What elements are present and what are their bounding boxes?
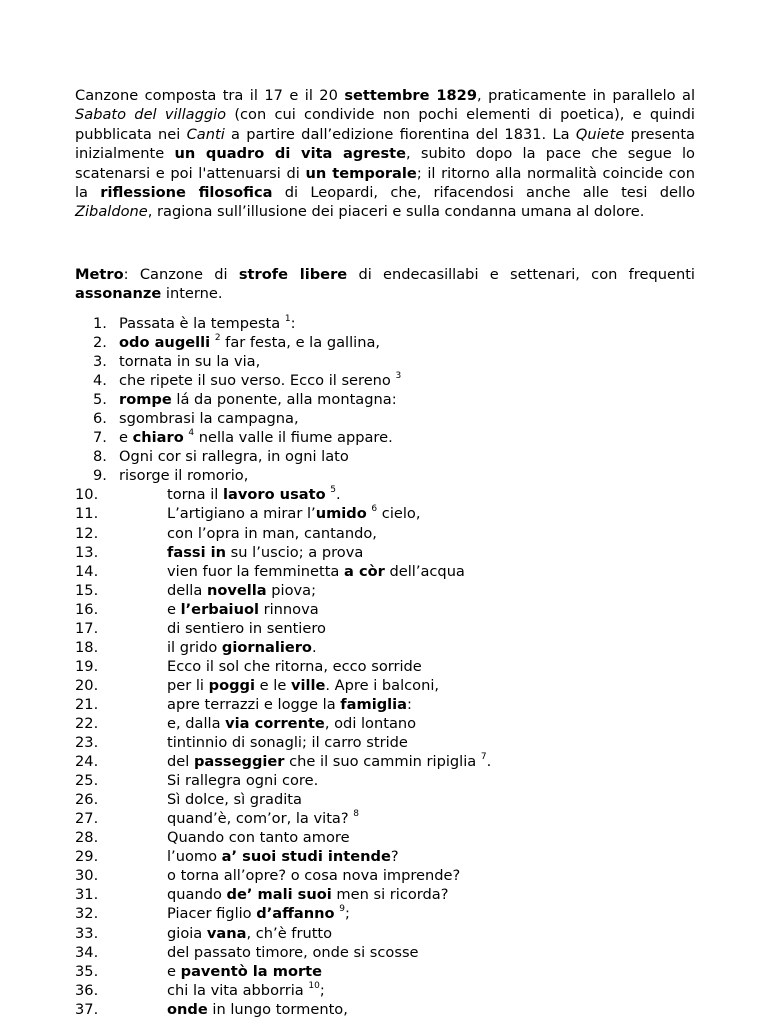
line-number: 14. <box>75 562 99 580</box>
text-run: ; il ritorno alla normalità coincide con la <box>75 164 695 202</box>
poem-line <box>75 314 695 333</box>
poem-line <box>75 904 695 923</box>
line-number: 20. <box>75 676 99 694</box>
footnote-ref: 4 <box>188 428 195 439</box>
line-text <box>167 771 318 790</box>
text-run: , praticamente in parallelo al <box>477 87 695 104</box>
line-number: 33. <box>75 924 99 942</box>
text-run: del passato timore, onde si scosse <box>167 943 419 961</box>
line-text <box>167 866 460 885</box>
footnote-ref: 5 <box>330 485 336 496</box>
line-text <box>167 962 322 981</box>
footnote-ref: 6 <box>371 504 378 515</box>
bold-run: fassi in <box>167 543 227 561</box>
line-text <box>167 924 332 943</box>
intro-paragraph <box>75 86 695 222</box>
bold-run: paventò la morte <box>180 962 323 980</box>
line-text <box>167 657 422 676</box>
line-text <box>167 981 325 1000</box>
text-run: vien fuor la femminetta <box>167 562 345 580</box>
text-run: Piacer figlio <box>167 905 257 923</box>
text-run: Quando con tanto amore <box>167 829 350 847</box>
text-run: a partire dall’edizione fiorentina del 1831. La <box>224 125 576 143</box>
poem-line <box>75 466 695 485</box>
bold-run: a còr <box>344 562 385 580</box>
poem-line <box>75 504 695 523</box>
line-number: 3. <box>93 353 107 371</box>
line-number: 16. <box>75 600 99 618</box>
line-text <box>167 638 317 657</box>
text-run: Sì dolce, sì gradita <box>167 791 302 809</box>
line-text <box>119 409 299 428</box>
bold-run: a’ suoi studi intende <box>221 848 391 866</box>
text-run: quand’è, com’or, la vita? <box>167 810 354 828</box>
metro-paragraph <box>75 265 695 304</box>
poem-line <box>75 981 695 1000</box>
text-run: Ogni cor si rallegra, in ogni lato <box>119 448 349 466</box>
text-run: sgombrasi la campagna, <box>119 410 299 428</box>
text-run: rinnova <box>258 600 319 618</box>
line-text <box>167 828 350 847</box>
line-text <box>119 314 296 333</box>
line-number: 22. <box>75 714 99 732</box>
line-text <box>167 485 341 504</box>
text-run: apre terrazzi e logge la <box>167 695 341 713</box>
line-number: 7. <box>93 429 107 447</box>
text-run: (con cui condivide non pochi elementi di poetica), e quindi pubblicata nei <box>75 106 695 143</box>
line-number: 34. <box>75 943 99 961</box>
line-text <box>167 847 399 866</box>
line-number: 15. <box>75 581 99 599</box>
poem-line <box>75 409 695 428</box>
line-text <box>119 428 393 447</box>
line-number: 11. <box>75 505 99 523</box>
line-number: 18. <box>75 638 99 656</box>
line-text <box>167 581 316 600</box>
text-run: : <box>290 315 296 332</box>
line-text <box>167 562 465 581</box>
italic-run: Sabato del villaggio <box>75 106 227 124</box>
text-run: che ripete il suo verso. Ecco il sereno <box>119 372 396 390</box>
text-run: torna il <box>167 486 223 504</box>
poem-line <box>75 581 695 600</box>
bold-run: famiglia <box>340 695 408 713</box>
bold-run: giornaliero <box>221 638 312 656</box>
text-run: su l’uscio; a prova <box>226 543 364 561</box>
text-run: ; <box>344 905 350 923</box>
text-run: men si ricorda? <box>331 886 449 904</box>
bold-run: vana <box>206 924 247 942</box>
poem-line <box>75 752 695 771</box>
bold-run: umido <box>315 505 367 523</box>
footnote-ref: 8 <box>353 809 359 820</box>
bold-run: Metro <box>75 266 124 283</box>
poem-line <box>75 809 695 828</box>
poem-line <box>75 790 695 809</box>
bold-run: ville <box>290 676 326 694</box>
footnote-ref: 9 <box>339 904 345 915</box>
text-run: , subito dopo la pace che segue lo scatenarsi e poi l'attenuarsi di <box>75 145 695 182</box>
italic-run: Quiete <box>575 125 625 143</box>
text-run: , ragiona sull’illusione dei piaceri e sulla condanna umana al dolore. <box>147 203 645 221</box>
line-text <box>119 447 349 466</box>
line-text <box>167 504 420 523</box>
footnote-ref: 2 <box>214 333 221 344</box>
text-run: , ch’è frutto <box>246 924 333 942</box>
bold-run: settembre 1829 <box>344 87 477 104</box>
bold-run: un quadro di vita agreste <box>174 145 407 163</box>
line-text <box>167 619 326 638</box>
text-run: . <box>486 753 492 771</box>
text-run: ? <box>390 848 399 866</box>
text-run: piova; <box>266 581 317 599</box>
bold-run: lavoro usato <box>222 486 326 504</box>
text-run: Ecco il sol che ritorna, ecco sorride <box>167 657 422 675</box>
poem-line <box>75 352 695 371</box>
line-number: 29. <box>75 848 99 866</box>
text-run: e <box>167 962 181 980</box>
line-number: 31. <box>75 886 99 904</box>
line-text <box>167 1000 348 1019</box>
text-run: l’uomo <box>167 848 222 866</box>
line-number: 32. <box>75 905 99 923</box>
poem-line <box>75 657 695 676</box>
text-run: del <box>167 753 194 771</box>
bold-run: strofe libere <box>238 266 348 283</box>
bold-run: passeggier <box>193 753 285 771</box>
text-run: in lungo tormento, <box>207 1000 348 1018</box>
poem-line <box>75 371 695 390</box>
text-run: . Apre i balconi, <box>325 676 440 694</box>
poem-line <box>75 1000 695 1019</box>
line-number: 36. <box>75 981 99 999</box>
line-text <box>119 466 248 485</box>
footnote-ref: 1 <box>284 314 291 324</box>
line-number: 28. <box>75 829 99 847</box>
text-run: di endecasillabi e settenari, con frequenti <box>347 266 695 283</box>
line-text <box>167 695 412 714</box>
bold-run: l’erbaiuol <box>180 600 259 618</box>
line-text <box>167 885 449 904</box>
line-number: 10. <box>75 486 99 504</box>
poem-line <box>75 733 695 752</box>
line-number: 24. <box>75 753 99 771</box>
text-run: cielo, <box>377 505 421 523</box>
line-text <box>167 733 408 752</box>
line-text <box>167 809 359 828</box>
text-run: L’artigiano a mirar l’ <box>167 505 316 523</box>
text-run: lá da ponente, alla montagna: <box>171 391 397 409</box>
text-run: ; <box>319 981 325 999</box>
bold-run: rompe <box>119 391 172 409</box>
poem-line <box>75 847 695 866</box>
poem-line <box>75 600 695 619</box>
bold-run: d’affanno <box>256 905 335 923</box>
text-run: o torna all’opre? o cosa nova imprende? <box>167 867 461 885</box>
line-number: 5. <box>93 391 107 409</box>
poem-line <box>75 485 695 504</box>
poem-line <box>75 638 695 657</box>
line-number: 9. <box>93 467 107 485</box>
bold-run: odo augelli <box>119 334 211 352</box>
text-run: gioia <box>167 924 207 942</box>
line-number: 8. <box>93 448 107 466</box>
poem-line <box>75 885 695 904</box>
bold-run: poggi <box>208 676 256 694</box>
poem-line <box>75 524 695 543</box>
text-run: Si rallegra ogni core. <box>167 772 319 790</box>
text-run: Passata è la tempesta <box>119 315 285 332</box>
bold-run: onde <box>167 1000 208 1018</box>
text-run: tornata in su la via, <box>119 353 261 371</box>
line-text <box>119 371 401 390</box>
poem-line <box>75 714 695 733</box>
italic-run: Zibaldone <box>75 203 148 221</box>
poem-line <box>75 619 695 638</box>
line-number: 1. <box>93 315 107 332</box>
poem-line <box>75 428 695 447</box>
text-run: di sentiero in sentiero <box>167 619 326 637</box>
line-number: 19. <box>75 657 99 675</box>
line-text <box>167 600 319 619</box>
bold-run: chiaro <box>132 429 184 447</box>
poem-line <box>75 562 695 581</box>
line-text <box>119 352 260 371</box>
line-text <box>167 904 350 923</box>
bold-run: un temporale <box>305 164 417 182</box>
line-text <box>167 524 377 543</box>
text-run: e, dalla <box>167 714 226 732</box>
text-run: chi la vita abborria <box>167 981 309 999</box>
line-text <box>167 543 363 562</box>
line-number: 30. <box>75 867 99 885</box>
text-run: Canzone composta tra il 17 e il 20 <box>75 87 345 104</box>
footnote-ref: 7 <box>480 752 487 763</box>
italic-run: Canti <box>186 125 225 143</box>
text-run: tintinnio di sonagli; il carro stride <box>167 734 408 752</box>
line-number: 2. <box>93 334 107 352</box>
poem-line <box>75 943 695 962</box>
line-text <box>167 790 302 809</box>
poem-line <box>75 447 695 466</box>
text-run: il grido <box>167 638 222 656</box>
text-run: presenta inizialmente <box>75 125 696 163</box>
text-run: con l’opra in man, cantando, <box>167 524 377 542</box>
text-run: di Leopardi, che, rifacendosi anche alle tesi dello <box>272 184 695 202</box>
text-run: e le <box>255 676 291 694</box>
text-run: : <box>407 695 412 713</box>
line-number: 4. <box>93 372 107 390</box>
poem-line <box>75 390 695 409</box>
poem-line <box>75 828 695 847</box>
footnote-ref: 10 <box>308 980 320 991</box>
poem-line <box>75 924 695 943</box>
line-text <box>167 943 419 962</box>
text-run: . <box>311 638 317 656</box>
line-number: 37. <box>75 1000 99 1018</box>
line-text <box>167 714 416 733</box>
line-text <box>119 333 380 352</box>
text-run: interne. <box>161 285 223 303</box>
text-run: risorge il romorio, <box>119 467 249 485</box>
text-run: far festa, e la gallina, <box>220 334 381 352</box>
line-number: 23. <box>75 734 99 752</box>
line-number: 6. <box>93 410 107 428</box>
poem-line <box>75 866 695 885</box>
line-number: 17. <box>75 619 99 637</box>
line-number: 26. <box>75 791 99 809</box>
text-run: nella valle il fiume appare. <box>194 429 393 447</box>
line-text <box>119 390 397 409</box>
text-run: dell’acqua <box>384 562 465 580</box>
poem-line <box>75 543 695 562</box>
line-number: 25. <box>75 772 99 790</box>
poem-lines <box>75 314 695 1019</box>
bold-run: novella <box>206 581 267 599</box>
text-run: : Canzone di <box>123 266 239 283</box>
bold-run: de’ mali suoi <box>226 886 332 904</box>
line-text <box>167 752 491 771</box>
line-number: 21. <box>75 695 99 713</box>
line-number: 35. <box>75 962 99 980</box>
text-run: della <box>167 581 207 599</box>
bold-run: assonanze <box>75 285 162 303</box>
text-run: che il suo cammin ripiglia <box>284 753 481 771</box>
footnote-ref: 3 <box>395 371 402 382</box>
text-run: per li <box>167 676 209 694</box>
poem-line <box>75 695 695 714</box>
line-text <box>167 676 439 695</box>
poem-line <box>75 676 695 695</box>
poem-line <box>75 962 695 981</box>
line-number: 27. <box>75 810 99 828</box>
poem-line <box>75 333 695 352</box>
poem-line <box>75 771 695 790</box>
bold-run: riflessione filosofica <box>100 184 273 202</box>
text-run: . <box>335 486 341 504</box>
text-run: e <box>167 600 181 618</box>
text-run: , odi lontano <box>324 714 417 732</box>
text-run: e <box>119 429 133 447</box>
line-number: 12. <box>75 524 99 542</box>
text-run: quando <box>167 886 227 904</box>
line-number: 13. <box>75 543 99 561</box>
bold-run: via corrente <box>225 714 325 732</box>
